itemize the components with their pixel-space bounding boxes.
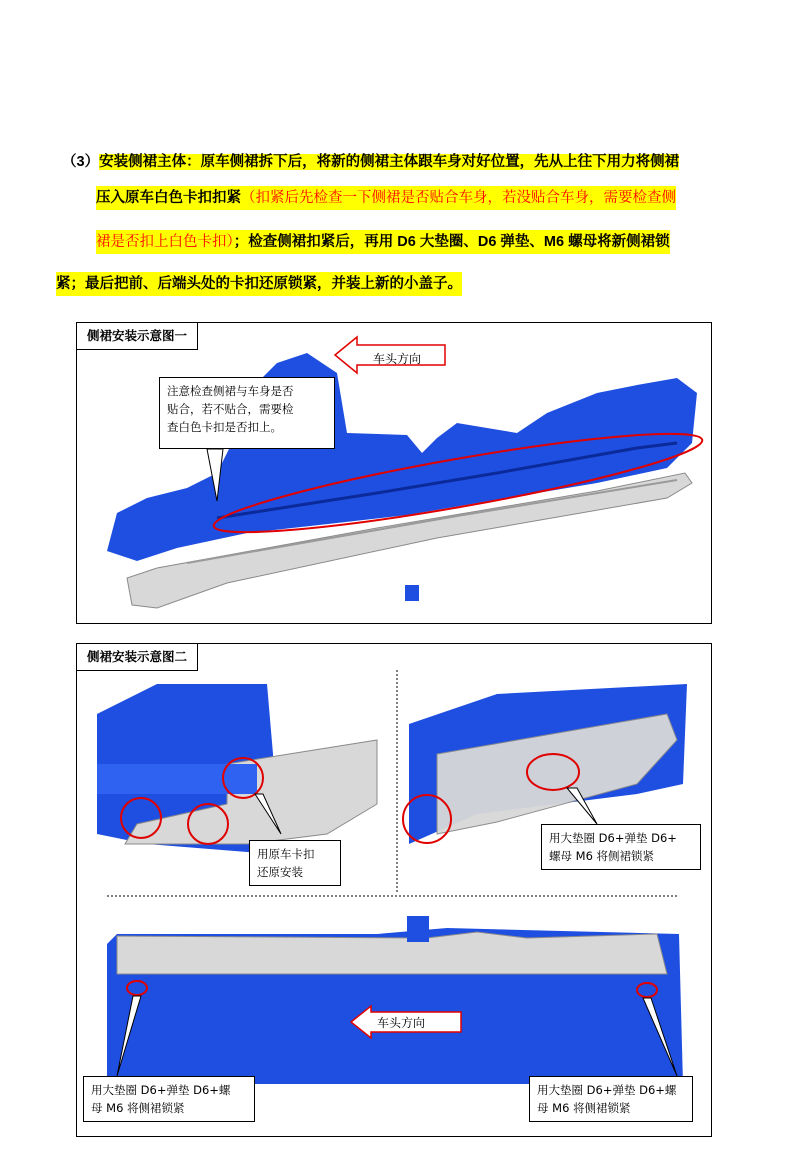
figure-1-illustration [77,323,711,623]
figure-2-title: 侧裙安装示意图二 [77,644,198,671]
figure-1-note: 注意检查侧裙与车身是否 贴合，若不贴合，需要检 查白色卡扣是否扣上。 [159,377,335,449]
detail-left-image [97,684,377,854]
callout-bottom-left: 用大垫圈 D6+弹垫 D6+螺 母 M6 将侧裙锁紧 [83,1076,255,1122]
direction-label-2: 车头方向 [377,1016,426,1030]
step-line4-black: 紧；最后把前、后端头处的卡扣还原锁紧，并装上新的小盖子。 [56,276,462,292]
callout-left: 用原车卡扣 还原安装 [249,840,341,886]
paragraph-line-2 [96,186,676,210]
step-line3-red: 裙是否扣上白色卡扣） [96,234,234,250]
step-line3-black: ；检查侧裙扣紧后，再用 D6 大垫圈、D6 弹垫、M6 螺母将新侧裙锁 [233,234,670,250]
step-line2-black: 压入原车白色卡扣扣紧 [96,190,241,206]
figure-1 [76,322,712,624]
step-line2-red: （扣紧后先检查一下侧裙是否贴合车身，若没贴合车身，需要检查侧 [241,190,676,206]
figure-2-illustration [77,644,711,1136]
figure-1-title: 侧裙安装示意图一 [77,323,198,350]
callout-right: 用大垫圈 D6+弹垫 D6+ 螺母 M6 将侧裙锁紧 [541,824,701,870]
paragraph-line-4 [56,272,462,296]
callout-bottom-right: 用大垫圈 D6+弹垫 D6+螺 母 M6 将侧裙锁紧 [529,1076,693,1122]
paragraph-line-1 [62,150,679,174]
step-number: （3） [62,154,100,170]
step-line1-highlight: 安装侧裙主体：原车侧裙拆下后，将新的侧裙主体跟车身对好位置，先从上往下用力将侧裙 [99,154,680,170]
direction-label-1: 车头方向 [373,352,422,366]
paragraph-line-3 [96,230,670,254]
figure-2 [76,643,712,1137]
bracket-part [405,585,419,601]
instruction-paragraph [0,0,794,300]
overview-bottom-image [107,916,683,1084]
